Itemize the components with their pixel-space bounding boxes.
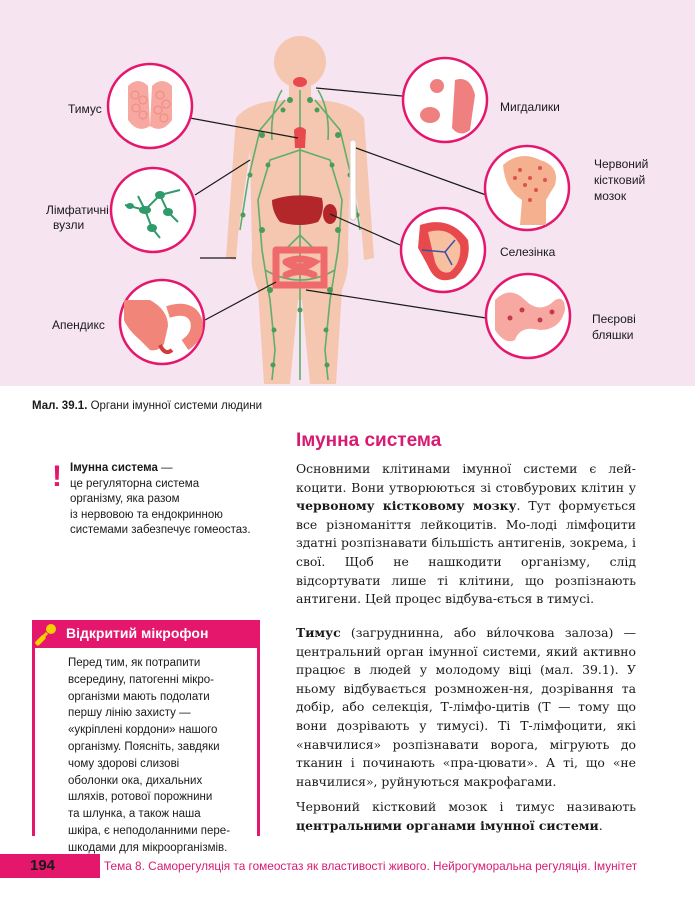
microphone-line: шляхів, ротової порожнини — [68, 791, 213, 804]
thymus-circle — [108, 64, 192, 148]
label-lymph-nodes-line1: Лімфатичні — [46, 203, 109, 217]
microphone-line: організму. Поясніть, завдяки — [68, 740, 220, 753]
label-peyer-line2: бляшки — [592, 328, 634, 342]
microphone-line: чому здорові слизові — [68, 757, 180, 770]
bone-in-body — [350, 140, 356, 220]
footer-topic: Тема 8. Саморегуляція та гомеостаз як властивості живого. Нейрогуморальна регуляція. Імунітет — [104, 859, 638, 873]
definition-line: системами забезпечує гомеостаз. — [70, 524, 251, 536]
microphone-line: оболонки ока, дихальних — [68, 774, 203, 787]
label-marrow-line1: Червоний — [594, 157, 649, 171]
label-thymus: Тимус — [68, 102, 102, 116]
spleen-circle — [401, 208, 485, 292]
label-peyer-line1: Пеєрові — [592, 312, 636, 326]
label-spleen: Селезінка — [500, 245, 556, 259]
microphone-line: шкодами для мікроорганізмів. — [68, 841, 228, 854]
label-marrow-line2: кістковий — [594, 173, 646, 187]
label-tonsils: Мигдалики — [500, 100, 560, 114]
paragraph-leukocytes — [296, 460, 636, 609]
label-appendix: Апендикс — [52, 318, 105, 332]
definition-line: це регуляторна система — [70, 477, 200, 490]
lymph-nodes-circle — [111, 168, 195, 252]
paragraph3-part2: . — [598, 817, 603, 833]
definition-first-line — [70, 461, 280, 477]
tonsils-in-body — [293, 77, 307, 87]
microphone-line: та шлунка, а також наша — [68, 808, 201, 821]
microphone-line: «укріплені кордони» нашого — [68, 724, 218, 737]
liver-in-body — [272, 195, 323, 225]
definition-line: організму, яка разом — [70, 493, 180, 505]
definition-box — [70, 461, 280, 539]
paragraph1-bold: червоному кістковому мозку — [296, 498, 517, 514]
figure-caption — [32, 400, 262, 412]
microphone-title: Відкритий мікрофон — [66, 625, 209, 641]
marrow-circle — [485, 146, 569, 230]
definition-term: Імунна система — [70, 462, 158, 474]
label-lymph-nodes-line2: вузли — [53, 218, 85, 232]
appendix-circle — [120, 280, 204, 364]
paragraph-central-organs — [296, 798, 636, 835]
paragraph2-part1: (загруднинна, або ви́лочкова залоза) — центральний орган імунної системи, який активно працює в людей у молодому віці (мал. 39.1). У ньому відбувається розмножен-ня, дозрівання та добір, або селекція, Т-лімфо-цитів (Т — тому що вони дозрівають у тимусі). Ті Т-лімфоцити, які «навчилися» розпізнавати ворога, мігрують до тканин і починають «пра-цювати». А ті, що «не навчилися», руйнуються макрофагами. — [296, 625, 636, 789]
paragraph2-bold: Тимус — [296, 625, 341, 640]
microphone-icon — [34, 622, 58, 646]
paragraph3-bold: центральними органами імунної системи — [296, 817, 599, 833]
peyer-patches-circle — [486, 274, 570, 358]
microphone-line: організми мають подолати — [68, 690, 210, 703]
immune-system-figure — [0, 0, 695, 386]
caption-prefix: Мал. 39.1. — [32, 400, 88, 412]
microphone-line: шкіра, є неподоланними пере- — [68, 824, 231, 837]
definition-line: із нервовою та ендокринною — [70, 508, 223, 521]
paragraph1-part2: . Тут формується все різноманіття лейкоцитів. Мо-лоді лімфоцити здатні розпізнавати більшість антигенів, зокрема, і свої. Щоб не нашкодити організму, слід відсортувати лише ті клітини, що розпізнають антигени. Цей процес відбува-ється в тимусі. — [296, 498, 637, 607]
page-number: 194 — [30, 857, 56, 874]
section-title: Імунна система — [296, 430, 442, 451]
exclamation-icon: ! — [52, 460, 62, 493]
caption-text: Органи імунної системи людини — [87, 400, 263, 412]
paragraph3-part1: Червоний кістковий мозок і тимус називають — [296, 799, 636, 814]
definition-dash: — — [157, 462, 173, 474]
label-marrow-line3: мозок — [594, 189, 627, 203]
microphone-line: всередину, патогенні мікро- — [68, 673, 214, 686]
microphone-text — [68, 655, 258, 857]
microphone-line: Перед тим, як потрапити — [68, 657, 201, 669]
tonsils-circle — [403, 58, 487, 142]
microphone-line: першу лінію захисту — — [68, 707, 191, 720]
paragraph1-part1: Основними клітинами імунної системи є лей-коцити. Вони утворюються зі стовбурових клітин у — [296, 461, 636, 495]
paragraph-thymus — [296, 624, 636, 791]
